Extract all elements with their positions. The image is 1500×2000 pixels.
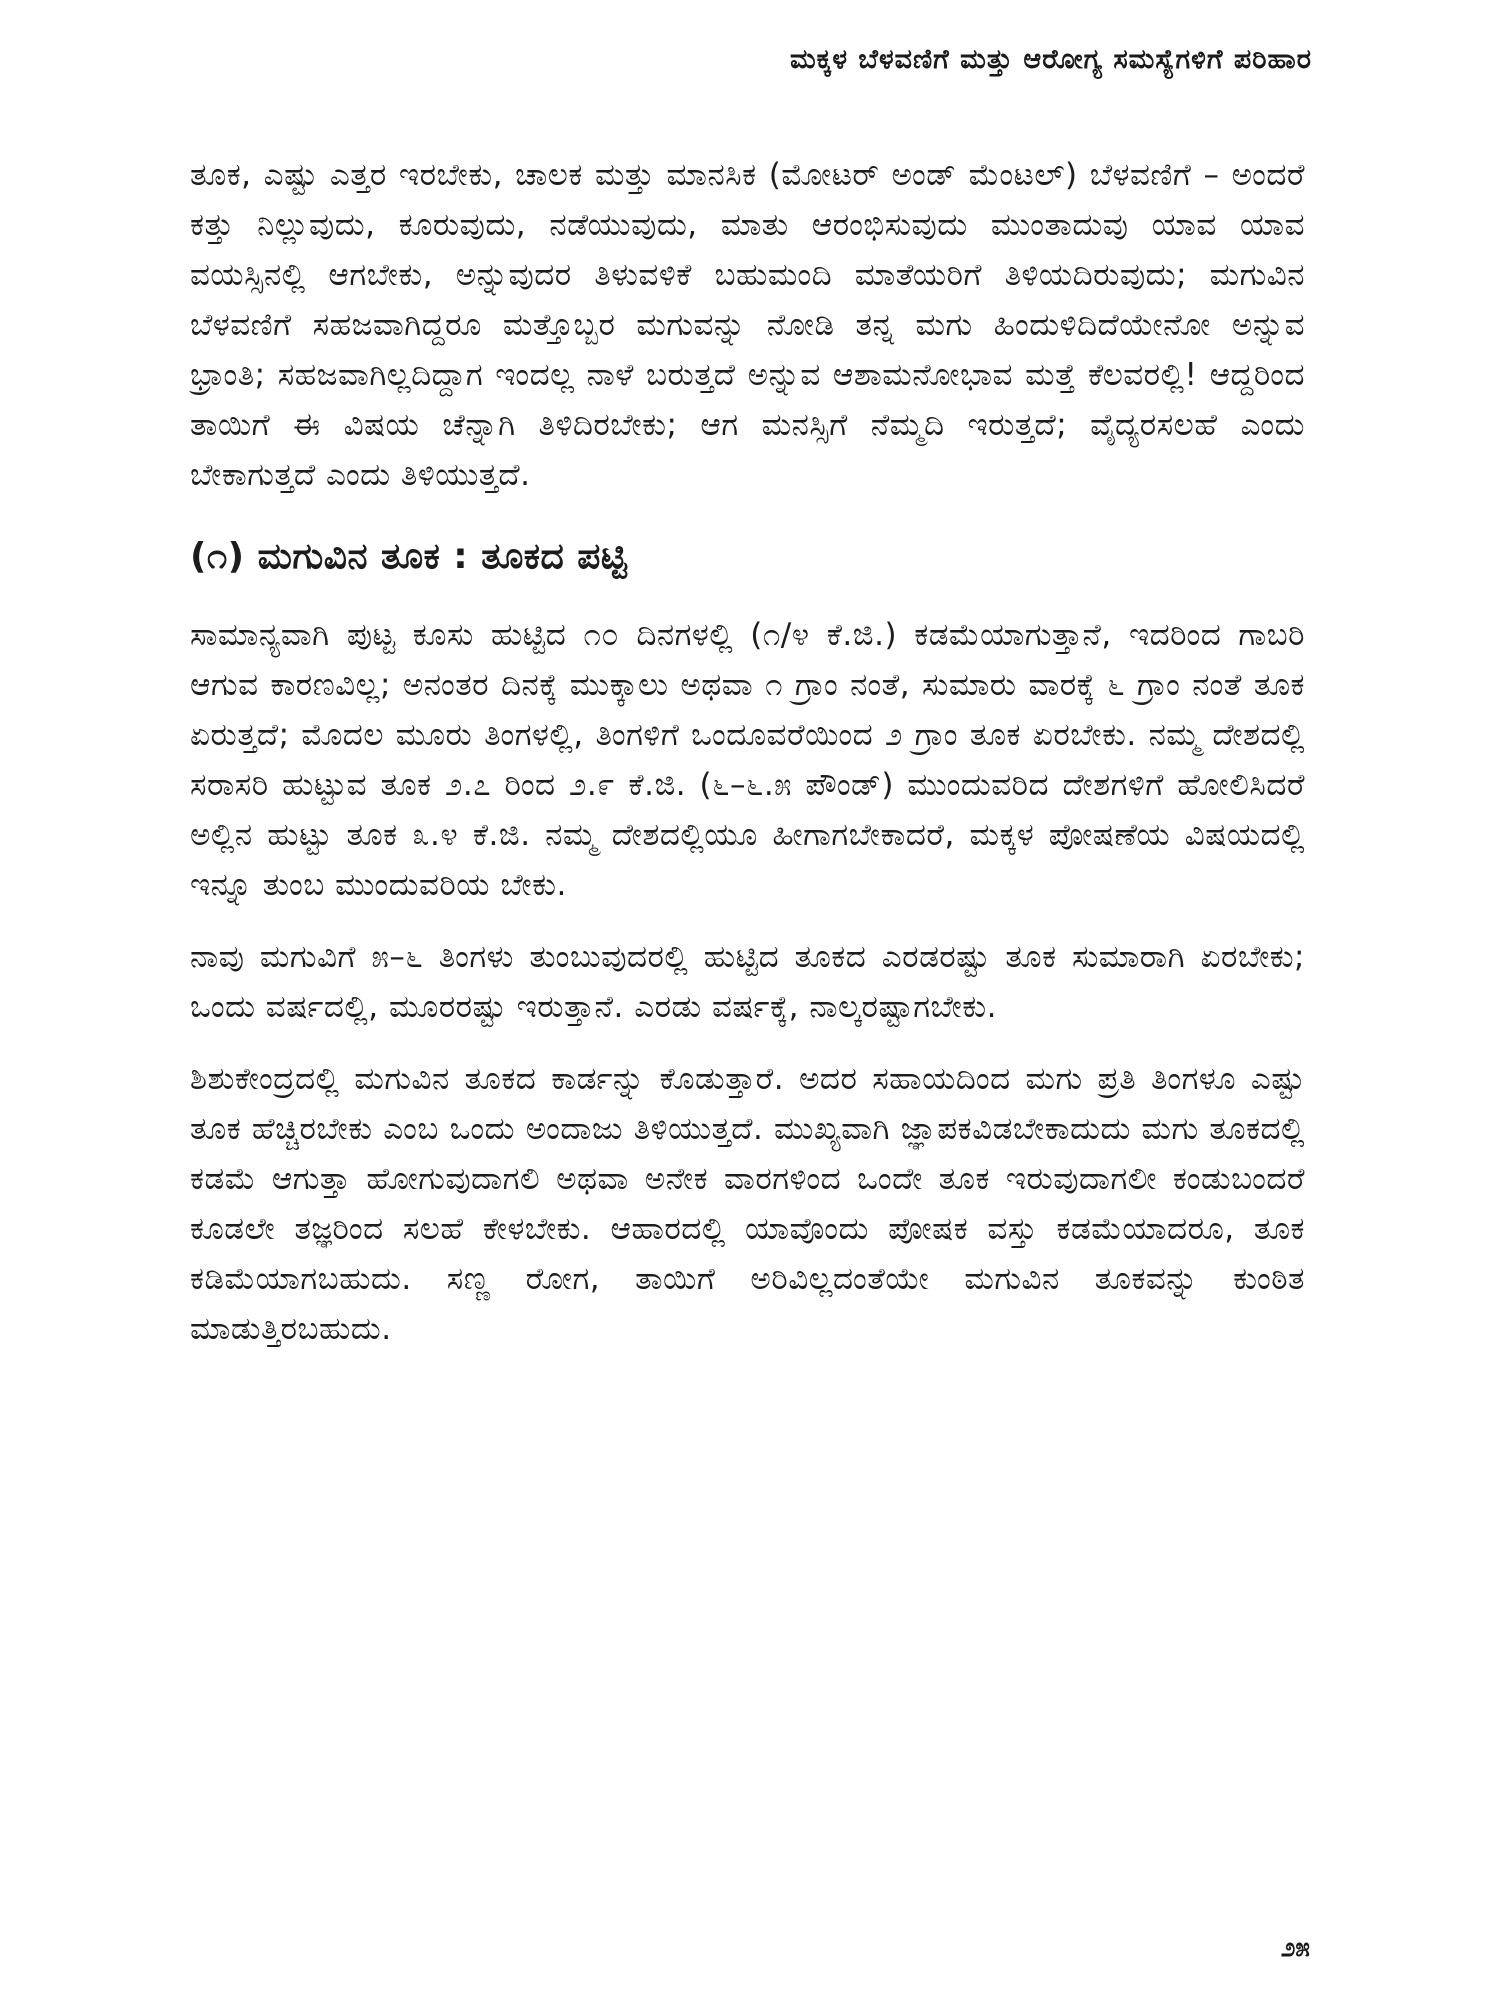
section-heading: (೧) ಮಗುವಿನ ತೂಕ : ತೂಕದ ಪಟ್ಟಿ	[190, 536, 628, 577]
running-header-title: ಮಕ್ಕಳ ಬೆಳವಣಿಗೆ ಮತ್ತು ಆರೋಗ್ಯ ಸಮಸ್ಯೆಗಳಿಗೆ ಪರಿಹಾರ	[789, 44, 1312, 75]
weight-doubling-paragraph: ನಾವು ಮಗುವಿಗೆ ೫–೬ ತಿಂಗಳು ತುಂಬುವುದರಲ್ಲಿ ಹುಟ್ಟಿದ ತೂಕದ ಎರಡರಷ್ಟು ತೂಕ ಸುಮಾರಾಗಿ ಏರಬೇಕು; ಒಂದು ವರ್ಷದಲ್ಲಿ, ಮೂರರಷ್ಟು ಇರುತ್ತಾನೆ. ಎರಡು ವರ್ಷಕ್ಕೆ, ನಾಲ್ಕರಷ್ಟಾಗಬೇಕು.	[190, 939, 1305, 1025]
weight-loss-paragraph: ಸಾಮಾನ್ಯವಾಗಿ ಪುಟ್ಟ ಕೂಸು ಹುಟ್ಟಿದ ೧೦ ದಿನಗಳಲ್ಲಿ (೧/೪ ಕೆ.ಜಿ.) ಕಡಮೆಯಾಗುತ್ತಾನೆ, ಇದರಿಂದ ಗಾಬರಿ ಆಗುವ ಕಾರಣವಿಲ್ಲ; ಅನಂತರ ದಿನಕ್ಕೆ ಮುಕ್ಕಾಲು ಅಥವಾ ೧ ಗ್ರಾಂ ನಂತೆ, ಸುಮಾರು ವಾರಕ್ಕೆ ೬ ಗ್ರಾಂ ನಂತೆ ತೂಕ ಏರುತ್ತದೆ; ಮೊದಲ ಮೂರು ತಿಂಗಳಲ್ಲಿ, ತಿಂಗಳಿಗೆ ಒಂದೂವರೆಯಿಂದ ೨ ಗ್ರಾಂ ತೂಕ ಏರಬೇಕು. ನಮ್ಮ ದೇಶದಲ್ಲಿ ಸರಾಸರಿ ಹುಟ್ಟುವ ತೂಕ ೨.೭ ರಿಂದ ೨.೯ ಕೆ.ಜಿ. (೬–೬.೫ ಪೌಂಡ್) ಮುಂದುವರಿದ ದೇಶಗಳಿಗೆ ಹೋಲಿಸಿದರೆ ಅಲ್ಲಿನ ಹುಟ್ಟು ತೂಕ ೩.೪ ಕೆ.ಜಿ. ನಮ್ಮ ದೇಶದಲ್ಲಿಯೂ ಹೀಗಾಗಬೇಕಾದರೆ, ಮಕ್ಕಳ ಪೋಷಣೆಯ ವಿಷಯದಲ್ಲಿ ಇನ್ನೂ ತುಂಬ ಮುಂದುವರಿಯ ಬೇಕು.	[190, 617, 1305, 903]
body-text	[190, 150, 1305, 1376]
page-number: ೨೫	[1280, 1933, 1310, 1963]
weight-card-paragraph: ಶಿಶುಕೇಂದ್ರದಲ್ಲಿ ಮಗುವಿನ ತೂಕದ ಕಾರ್ಡನ್ನು ಕೊಡುತ್ತಾರೆ. ಅದರ ಸಹಾಯದಿಂದ ಮಗು ಪ್ರತಿ ತಿಂಗಳೂ ಎಷ್ಟು ತೂಕ ಹೆಚ್ಚಿರಬೇಕು ಎಂಬ ಒಂದು ಅಂದಾಜು ತಿಳಿಯುತ್ತದೆ. ಮುಖ್ಯವಾಗಿ ಜ್ಞಾಪಕವಿಡಬೇಕಾದುದು ಮಗು ತೂಕದಲ್ಲಿ ಕಡಮೆ ಆಗುತ್ತಾ ಹೋಗುವುದಾಗಲಿ ಅಥವಾ ಅನೇಕ ವಾರಗಳಿಂದ ಒಂದೇ ತೂಕ ಇರುವುದಾಗಲೀ ಕಂಡುಬಂದರೆ ಕೂಡಲೇ ತಜ್ಞರಿಂದ ಸಲಹೆ ಕೇಳಬೇಕು. ಆಹಾರದಲ್ಲಿ ಯಾವೊಂದು ಪೋಷಕ ವಸ್ತು ಕಡಮೆಯಾದರೂ, ತೂಕ ಕಡಿಮೆಯಾಗಬಹುದು. ಸಣ್ಣ ರೋಗ, ತಾಯಿಗೆ ಅರಿವಿಲ್ಲದಂತೆಯೇ ಮಗುವಿನ ತೂಕವನ್ನು ಕುಂಠಿತ ಮಾಡುತ್ತಿರಬಹುದು.	[190, 1061, 1305, 1347]
intro-paragraph: ತೂಕ, ಎಷ್ಟು ಎತ್ತರ ಇರಬೇಕು, ಚಾಲಕ ಮತ್ತು ಮಾನಸಿಕ (ಮೋಟರ್ ಅಂಡ್ ಮೆಂಟಲ್) ಬೆಳವಣಿಗೆ – ಅಂದರೆ ಕತ್ತು ನಿಲ್ಲುವುದು, ಕೂರುವುದು, ನಡೆಯುವುದು, ಮಾತು ಆರಂಭಿಸುವುದು ಮುಂತಾದುವು ಯಾವ ಯಾವ ವಯಸ್ಸಿನಲ್ಲಿ ಆಗಬೇಕು, ಅನ್ನುವುದರ ತಿಳುವಳಿಕೆ ಬಹುಮಂದಿ ಮಾತೆಯರಿಗೆ ತಿಳಿಯದಿರುವುದು; ಮಗುವಿನ ಬೆಳವಣಿಗೆ ಸಹಜವಾಗಿದ್ದರೂ ಮತ್ತೊಬ್ಬರ ಮಗುವನ್ನು ನೋಡಿ ತನ್ನ ಮಗು ಹಿಂದುಳಿದಿದೆಯೇನೋ ಅನ್ನುವ ಭ್ರಾಂತಿ; ಸಹಜವಾಗಿಲ್ಲದಿದ್ದಾಗ ಇಂದಲ್ಲ ನಾಳೆ ಬರುತ್ತದೆ ಅನ್ನುವ ಆಶಾಮನೋಭಾವ ಮತ್ತೆ ಕೆಲವರಲ್ಲಿ! ಆದ್ದರಿಂದ ತಾಯಿಗೆ ಈ ವಿಷಯ ಚೆನ್ನಾಗಿ ತಿಳಿದಿರಬೇಕು; ಆಗ ಮನಸ್ಸಿಗೆ ನೆಮ್ಮದಿ ಇರುತ್ತದೆ; ವೈದ್ಯರಸಲಹೆ ಎಂದು ಬೇಕಾಗುತ್ತದೆ ಎಂದು ತಿಳಿಯುತ್ತದೆ.	[190, 157, 1305, 493]
